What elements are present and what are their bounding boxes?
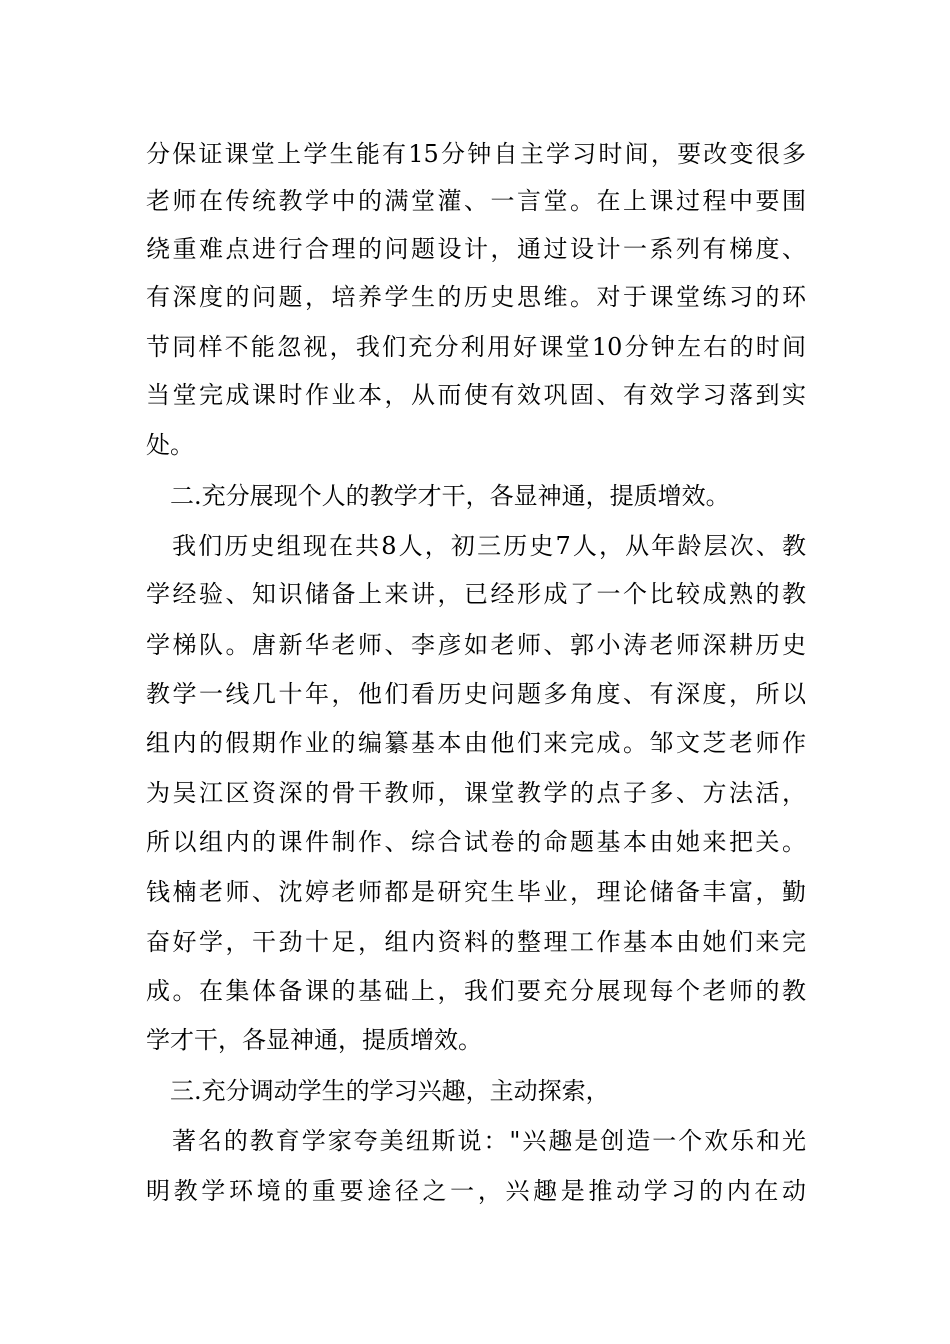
text-line: 绕重难点进行合理的问题设计，通过设计一系列有梯度、: [146, 235, 806, 263]
text-line: 学经验、知识储备上来讲，已经形成了一个比较成熟的教: [146, 580, 806, 608]
text-line: 学才干，各显神通，提质增效。: [146, 1026, 482, 1054]
text-line: 学梯队。唐新华老师、李彦如老师、郭小涛老师深耕历史: [146, 631, 806, 659]
text-line: 钱楠老师、沈婷老师都是研究生毕业，理论储备丰富，勤: [146, 878, 806, 906]
text-line: 处。: [146, 431, 194, 459]
text-line: 著名的教育学家夸美纽斯说："兴趣是创造一个欢乐和光: [146, 1127, 806, 1155]
text-line: 节同样不能忽视，我们充分利用好课堂10分钟左右的时间: [146, 333, 806, 361]
text-line: 明教学环境的重要途径之一，兴趣是推动学习的内在动: [146, 1177, 806, 1205]
text-line: 奋好学，干劲十足，组内资料的整理工作基本由她们来完: [146, 928, 806, 956]
section-heading: 二.充分展现个人的教学才干，各显神通，提质增效。: [146, 482, 730, 510]
text-line: 老师在传统教学中的满堂灌、一言堂。在上课过程中要围: [146, 187, 806, 215]
text-line: 教学一线几十年，他们看历史问题多角度、有深度，所以: [146, 680, 806, 708]
section-heading: 三.充分调动学生的学习兴趣，主动探索，: [146, 1077, 610, 1105]
text-line: 为吴江区资深的骨干教师，课堂教学的点子多、方法活，: [146, 779, 806, 807]
text-line: 有深度的问题，培养学生的历史思维。对于课堂练习的环: [146, 283, 806, 311]
text-line: 当堂完成课时作业本，从而使有效巩固、有效学习落到实: [146, 381, 806, 409]
text-line: 成。在集体备课的基础上，我们要充分展现每个老师的教: [146, 977, 806, 1005]
text-line: 组内的假期作业的编纂基本由他们来完成。邹文芝老师作: [146, 729, 806, 757]
text-line: 分保证课堂上学生能有15分钟自主学习时间，要改变很多: [146, 140, 806, 168]
text-line: 我们历史组现在共8人，初三历史7人，从年龄层次、教: [146, 532, 806, 560]
text-line: 所以组内的课件制作、综合试卷的命题基本由她来把关。: [146, 828, 806, 856]
